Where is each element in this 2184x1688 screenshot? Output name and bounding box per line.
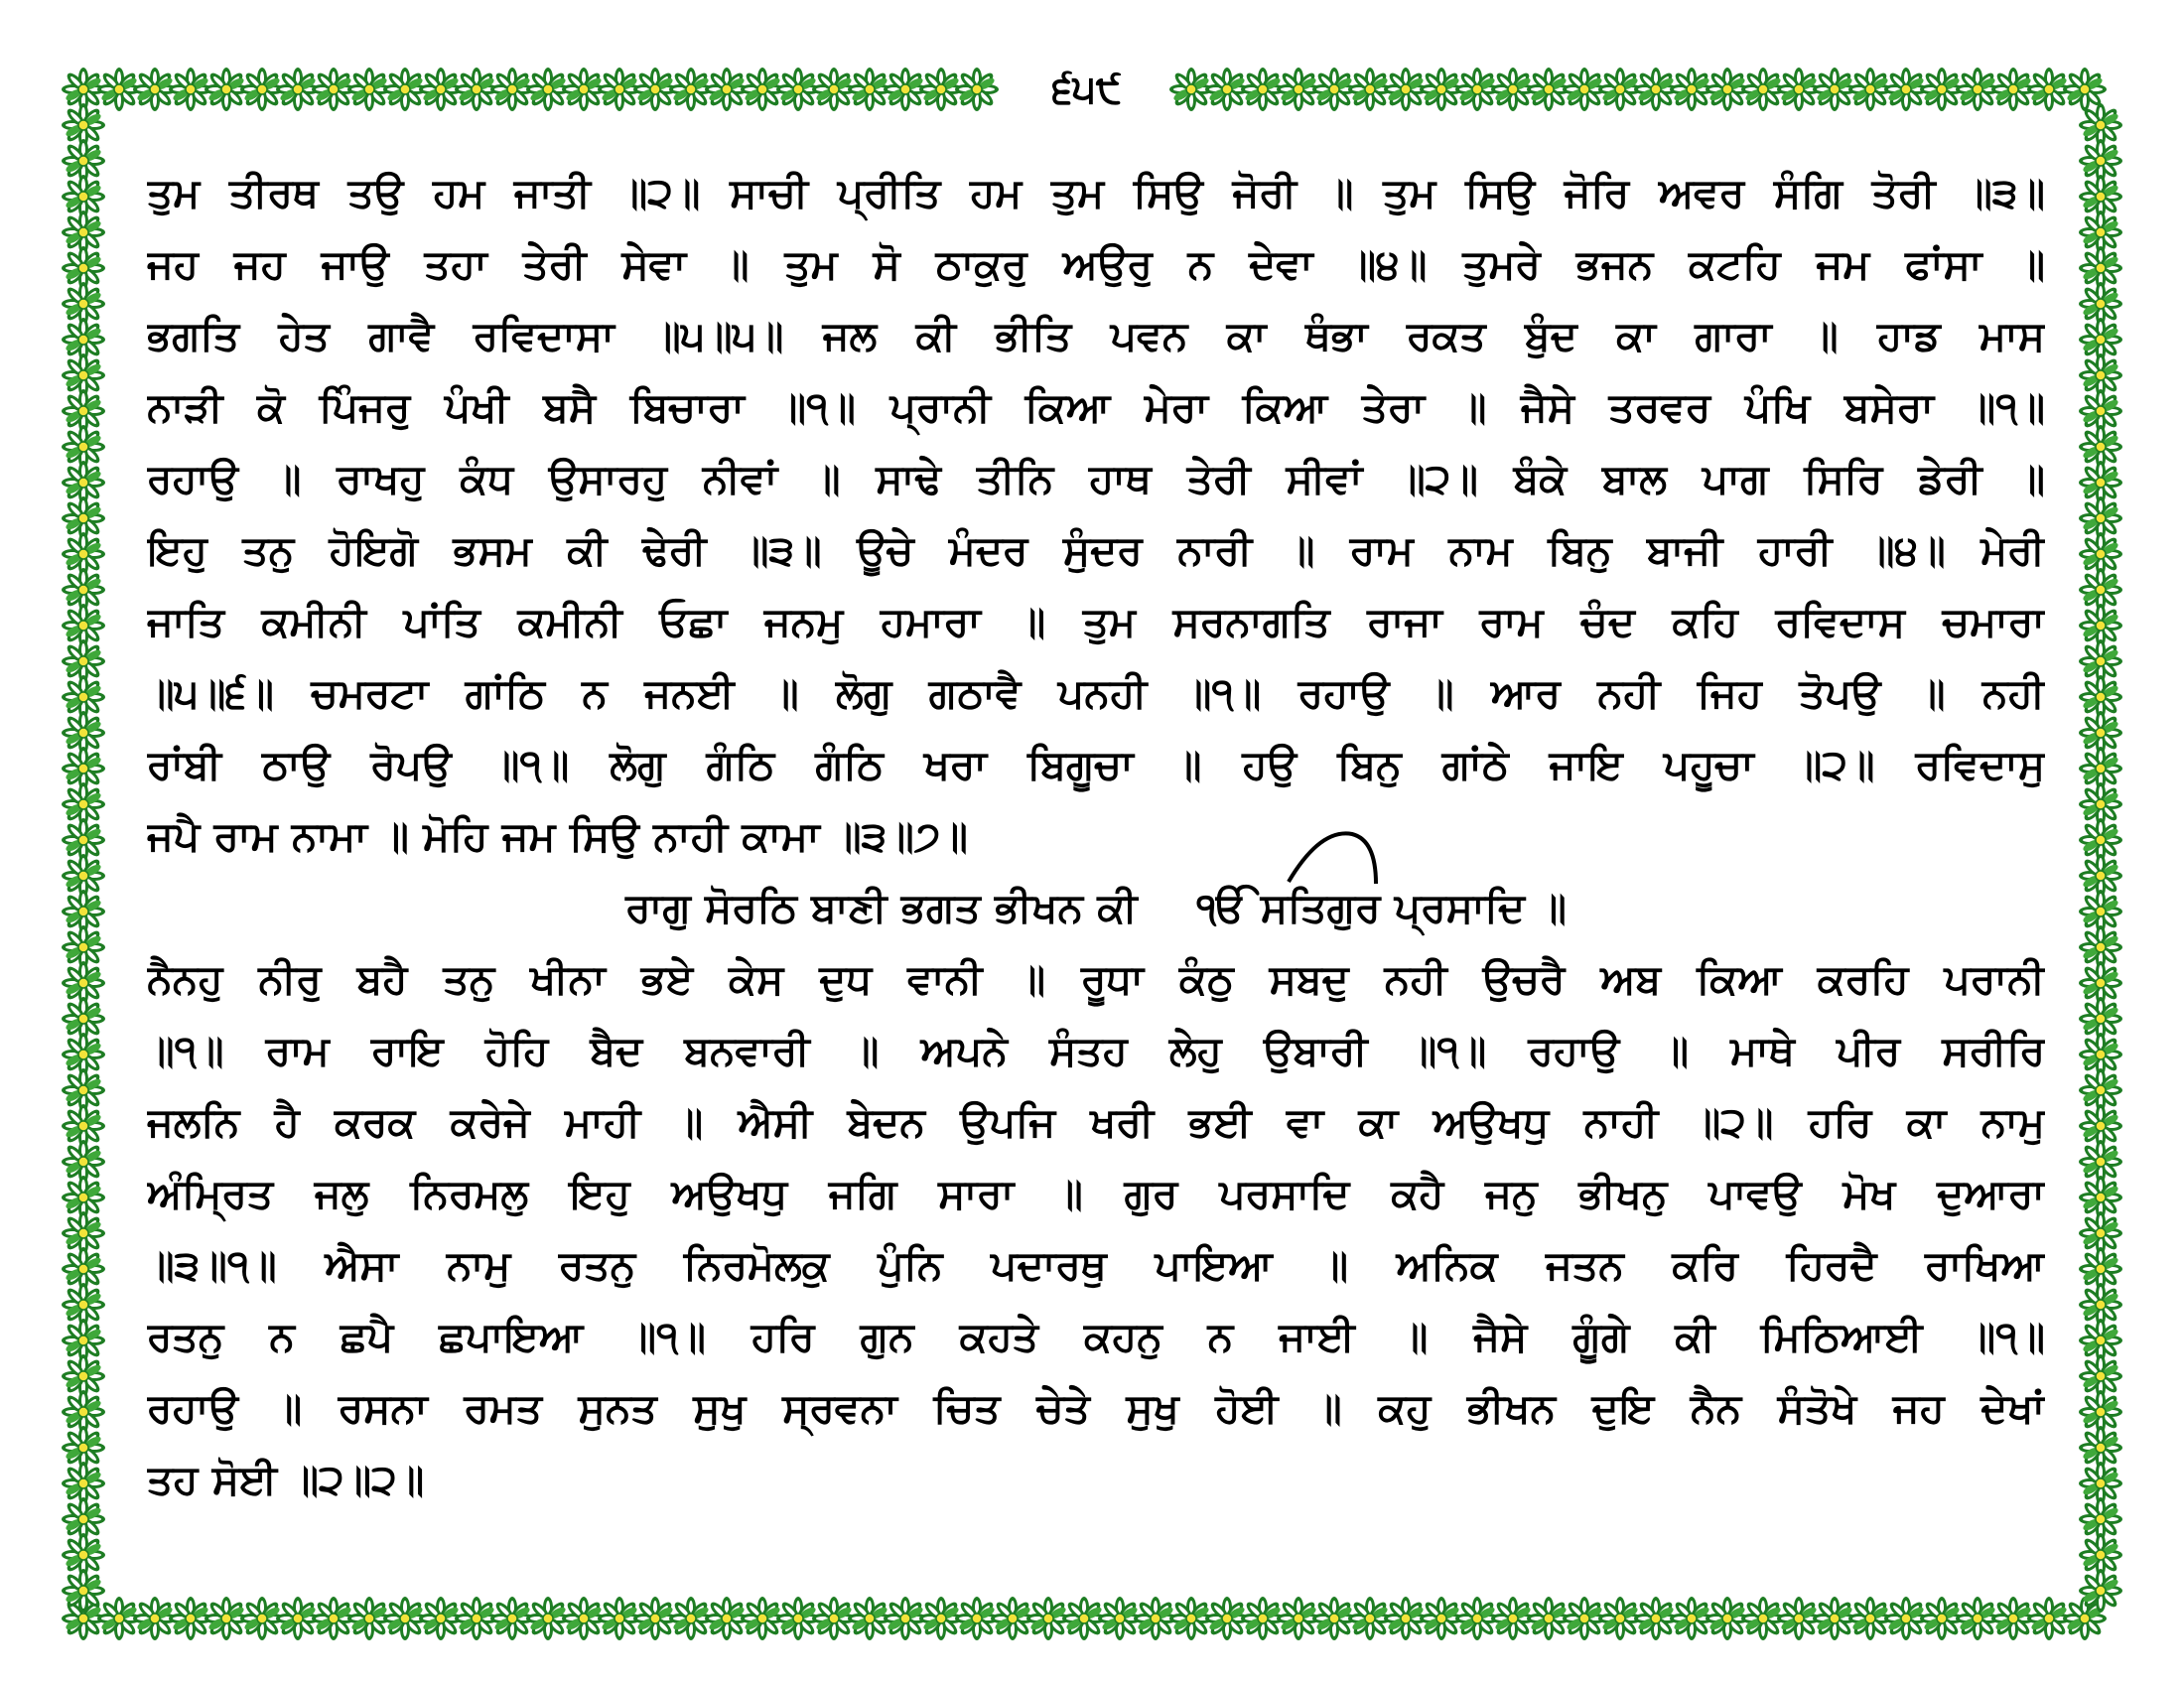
scripture-text-block bbox=[147, 157, 2045, 1547]
border-flower-icon bbox=[955, 68, 999, 111]
verse-line: ॥੩॥੧॥ ਐਸਾ ਨਾਮੁ ਰਤਨੁ ਨਿਰਮੋਲਕੁ ਪੁੰਨਿ ਪਦਾਰਥੁ ਪਾਇਆ ॥ ਅਨਿਕ ਜਤਨ ਕਰਿ ਹਿਰਦੈ ਰਾਖਿਆ bbox=[147, 1241, 2045, 1289]
verse-line: ਰਹਾਉ ॥ ਰਸਨਾ ਰਮਤ ਸੁਨਤ ਸੁਖੁ ਸ੍ਰਵਨਾ ਚਿਤ ਚੇਤੇ ਸੁਖੁ ਹੋਈ ॥ ਕਹੁ ਭੀਖਨ ਦੁਇ ਨੈਨ ਸੰਤੋਖੇ ਜਹ ਦੇਖਾਂ bbox=[147, 1384, 2045, 1432]
verse-line: ਨਾੜੀ ਕੋ ਪਿੰਜਰੁ ਪੰਖੀ ਬਸੈ ਬਿਚਾਰਾ ॥੧॥ ਪ੍ਰਾਨੀ ਕਿਆ ਮੇਰਾ ਕਿਆ ਤੇਰਾ ॥ ਜੈਸੇ ਤਰਵਰ ਪੰਖਿ ਬਸੇਰਾ ॥੧॥ bbox=[147, 383, 2045, 431]
verse-line: ਰਤਨੁ ਨ ਛਪੈ ਛਪਾਇਆ ॥੧॥ ਹਰਿ ਗੁਨ ਕਹਤੇ ਕਹਨੁ ਨ ਜਾਈ ॥ ਜੈਸੇ ਗੂੰਗੇ ਕੀ ਮਿਠਿਆਈ ॥੧॥ bbox=[147, 1313, 2045, 1360]
verse-line: ਜਲਨਿ ਹੈ ਕਰਕ ਕਰੇਜੇ ਮਾਹੀ ॥ ਐਸੀ ਬੇਦਨ ਉਪਜਿ ਖਰੀ ਭਈ ਵਾ ਕਾ ਅਉਖਧੁ ਨਾਹੀ ॥੨॥ ਹਰਿ ਕਾ ਨਾਮੁ bbox=[147, 1098, 2045, 1146]
raag-title: ਰਾਗੁ ਸੋਰਠਿ ਬਾਣੀ ਭਗਤ ਭੀਖਨ ਕੀ bbox=[625, 884, 1138, 931]
mool-invocation: ੴ ਸਤਿਗੁਰ ਪ੍ਰਸਾਦਿ ॥ bbox=[1196, 884, 1567, 931]
verse-line: ਰਹਾਉ ॥ ਰਾਖਹੁ ਕੰਧ ਉਸਾਰਹੁ ਨੀਵਾਂ ॥ ਸਾਢੇ ਤੀਨਿ ਹਾਥ ਤੇਰੀ ਸੀਵਾਂ ॥੨॥ ਬੰਕੇ ਬਾਲ ਪਾਗ ਸਿਰਿ ਡੇਰੀ ॥ bbox=[147, 455, 2045, 502]
verse-line: ਇਹੁ ਤਨੁ ਹੋਇਗੋ ਭਸਮ ਕੀ ਢੇਰੀ ॥੩॥ ਊਚੇ ਮੰਦਰ ਸੁੰਦਰ ਨਾਰੀ ॥ ਰਾਮ ਨਾਮ ਬਿਨੁ ਬਾਜੀ ਹਾਰੀ ॥੪॥ ਮੇਰੀ bbox=[147, 526, 2045, 574]
verse-line: ਜਪੈ ਰਾਮ ਨਾਮਾ ॥ ਮੋਹਿ ਜਮ ਸਿਉ ਨਾਹੀ ਕਾਮਾ ॥੩॥੭॥ bbox=[147, 812, 968, 860]
verse-line: ਭਗਤਿ ਹੇਤ ਗਾਵੈ ਰਵਿਦਾਸਾ ॥੫॥੫॥ ਜਲ ਕੀ ਭੀਤਿ ਪਵਨ ਕਾ ਥੰਭਾ ਰਕਤ ਬੁੰਦ ਕਾ ਗਾਰਾ ॥ ਹਾਡ ਮਾਸ bbox=[147, 312, 2045, 359]
verse-line: ॥੫॥੬॥ ਚਮਰਟਾ ਗਾਂਠਿ ਨ ਜਨਈ ॥ ਲੋਗੁ ਗਠਾਵੈ ਪਨਹੀ ॥੧॥ ਰਹਾਉ ॥ ਆਰ ਨਹੀ ਜਿਹ ਤੋਪਉ ॥ ਨਹੀ bbox=[147, 669, 2045, 717]
verse-line: ਜਹ ਜਹ ਜਾਉ ਤਹਾ ਤੇਰੀ ਸੇਵਾ ॥ ਤੁਮ ਸੋ ਠਾਕੁਰੁ ਅਉਰੁ ਨ ਦੇਵਾ ॥੪॥ ਤੁਮਰੇ ਭਜਨ ਕਟਹਿ ਜਮ ਫਾਂਸਾ ॥ bbox=[147, 240, 2045, 288]
border-flower-icon bbox=[2079, 1569, 2122, 1613]
verse-line: ॥੧॥ ਰਾਮ ਰਾਇ ਹੋਹਿ ਬੈਦ ਬਨਵਾਰੀ ॥ ਅਪਨੇ ਸੰਤਹ ਲੇਹੁ ਉਬਾਰੀ ॥੧॥ ਰਹਾਉ ॥ ਮਾਥੇ ਪੀਰ ਸਰੀਰਿ bbox=[147, 1027, 2045, 1074]
verse-line: ਨੈਨਹੁ ਨੀਰੁ ਬਹੈ ਤਨੁ ਖੀਨਾ ਭਏ ਕੇਸ ਦੁਧ ਵਾਨੀ ॥ ਰੂਧਾ ਕੰਠੁ ਸਬਦੁ ਨਹੀ ਉਚਰੈ ਅਬ ਕਿਆ ਕਰਹਿ ਪਰਾਨੀ bbox=[147, 955, 2045, 1003]
verse-line: ਤਹ ਸੋਈ ॥੨॥੨॥ bbox=[147, 1456, 425, 1503]
verse-line: ਜਾਤਿ ਕਮੀਨੀ ਪਾਂਤਿ ਕਮੀਨੀ ਓਛਾ ਜਨਮੁ ਹਮਾਰਾ ॥ ਤੁਮ ਸਰਨਾਗਤਿ ਰਾਜਾ ਰਾਮ ਚੰਦ ਕਹਿ ਰਵਿਦਾਸ ਚਮਾਰਾ bbox=[147, 598, 2045, 645]
verse-line: ਅੰਮ੍ਰਿਤ ਜਲੁ ਨਿਰਮਲੁ ਇਹੁ ਅਉਖਧੁ ਜਗਿ ਸਾਰਾ ॥ ਗੁਰ ਪਰਸਾਦਿ ਕਹੈ ਜਨੁ ਭੀਖਨੁ ਪਾਵਉ ਮੋਖ ਦੁਆਰਾ bbox=[147, 1170, 2045, 1217]
raag-heading bbox=[147, 872, 2045, 943]
verse-line: ਤੁਮ ਤੀਰਥ ਤਉ ਹਮ ਜਾਤੀ ॥੨॥ ਸਾਚੀ ਪ੍ਰੀਤਿ ਹਮ ਤੁਮ ਸਿਉ ਜੋਰੀ ॥ ਤੁਮ ਸਿਉ ਜੋਰਿ ਅਵਰ ਸੰਗਿ ਤੋਰੀ ॥੩॥ bbox=[147, 169, 2045, 216]
verse-line: ਰਾਂਬੀ ਠਾਉ ਰੋਪਉ ॥੧॥ ਲੋਗੁ ਗੰਠਿ ਗੰਠਿ ਖਰਾ ਬਿਗੂਚਾ ॥ ਹਉ ਬਿਨੁ ਗਾਂਠੇ ਜਾਇ ਪਹੂਚਾ ॥੨॥ ਰਵਿਦਾਸੁ bbox=[147, 741, 2045, 788]
border-flower-icon bbox=[62, 1569, 105, 1613]
ik-onkar-arc-icon bbox=[1281, 826, 1390, 886]
page-number: ੬੫੯ bbox=[1032, 62, 1142, 117]
